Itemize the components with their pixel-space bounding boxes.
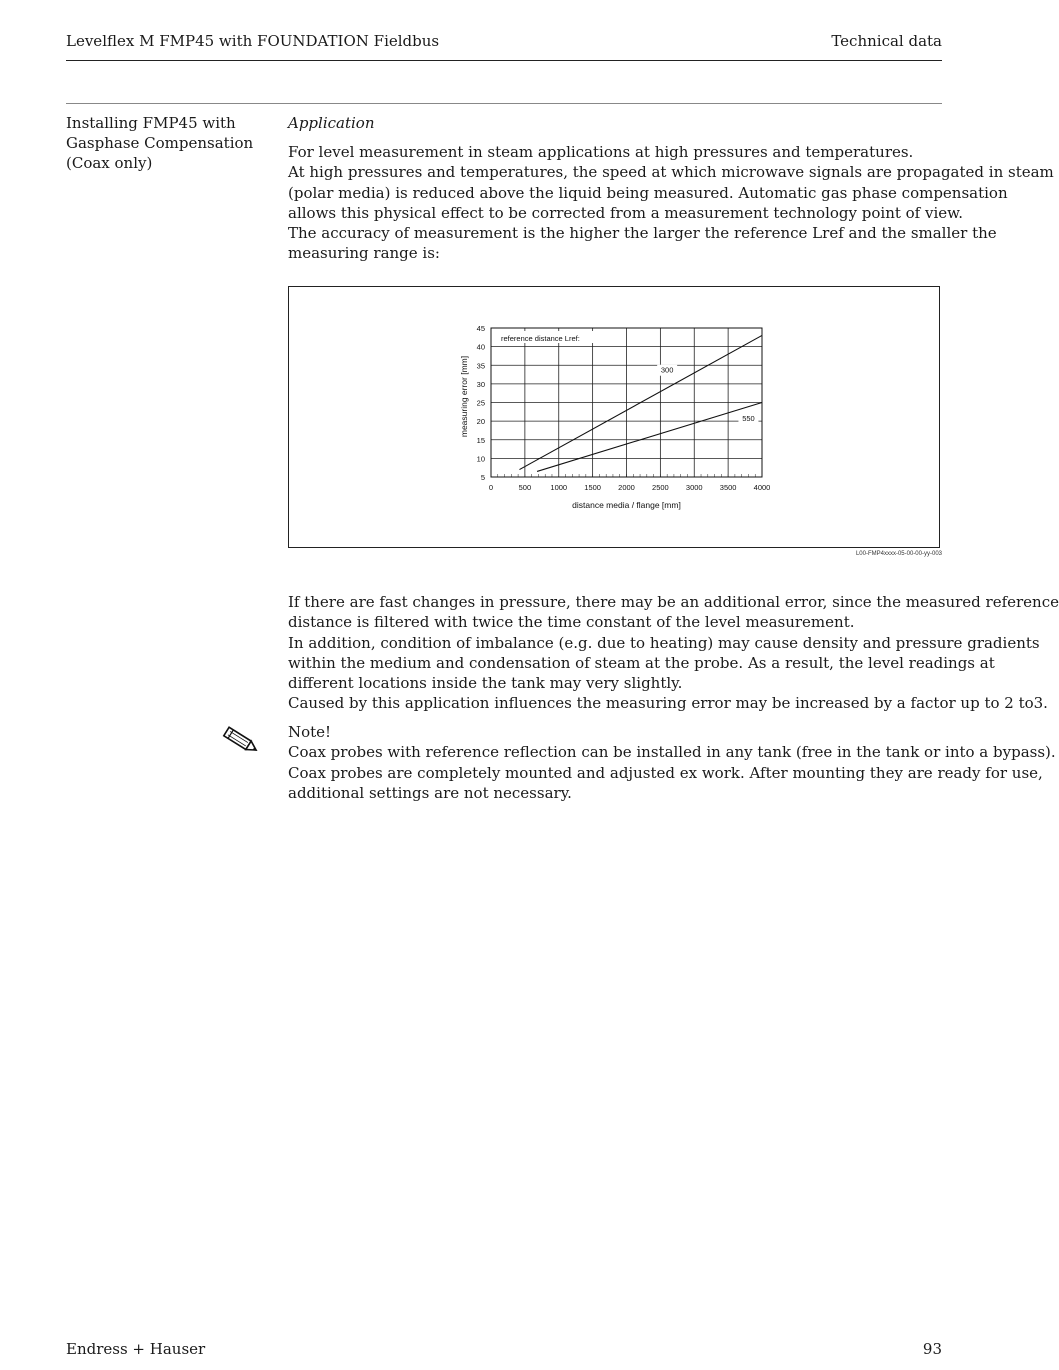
text-line: within the medium and condensation of steam at the probe. As a result, the level readings at xyxy=(288,653,995,672)
x-axis-label: distance media / flange [mm] xyxy=(572,500,681,510)
measuring-error-chart xyxy=(288,286,940,548)
subheading-application: Application xyxy=(288,114,375,132)
section-title-line: Gasphase Compensation xyxy=(66,134,254,152)
y-axis-label: measuring error [mm] xyxy=(459,355,469,438)
x-tick-label: 1000 xyxy=(550,483,568,492)
note-label: Note! xyxy=(288,723,332,741)
text-line: measuring range is: xyxy=(288,244,440,263)
text-line: At high pressures and temperatures, the speed at which microwave signals are propagated in steam xyxy=(288,163,1054,182)
y-tick-label: 45 xyxy=(476,324,485,333)
y-tick-label: 30 xyxy=(476,379,485,389)
note-block xyxy=(288,722,1056,803)
section-title xyxy=(66,113,266,173)
y-tick-label: 15 xyxy=(476,435,485,445)
chart-canvas xyxy=(289,287,939,547)
text-line: allows this physical effect to be corrected from a measurement technology point of view. xyxy=(288,203,963,222)
pencil-icon xyxy=(218,722,262,758)
text-line: Coax probes with reference reflection can be installed in any tank (free in the tank or into a bypass). xyxy=(288,743,1056,762)
text-line: If there are fast changes in pressure, there may be an additional error, since the measured reference xyxy=(288,593,1059,611)
x-tick-label: 3000 xyxy=(685,483,703,492)
y-tick-label: 35 xyxy=(476,361,485,371)
intro-paragraph xyxy=(288,142,1054,264)
text-line: Caused by this application influences the measuring error may be increased by a factor up to 2 to3. xyxy=(288,694,1048,713)
text-line: The accuracy of measurement is the higher the larger the reference Lref and the smaller the xyxy=(288,224,997,243)
series-label: 550 xyxy=(742,414,755,424)
x-tick-label: 500 xyxy=(518,483,532,492)
text-line: Coax probes are completely mounted and adjusted ex work. After mounting they are ready for use, xyxy=(288,763,1043,782)
x-tick-label: 2000 xyxy=(618,483,635,492)
chapter-title: Technical data xyxy=(831,32,942,50)
y-tick-label: 40 xyxy=(476,342,485,352)
section-title-line: (Coax only) xyxy=(66,154,153,172)
x-tick-label: 4000 xyxy=(753,483,771,492)
series-label: 300 xyxy=(660,365,674,375)
y-tick-label: 25 xyxy=(476,398,485,408)
y-tick-label: 20 xyxy=(476,417,485,427)
page-header xyxy=(66,30,942,61)
footer-company: Endress + Hauser xyxy=(66,1340,206,1358)
section-divider xyxy=(66,103,942,104)
text-line: For level measurement in steam applications at high pressures and temperatures. xyxy=(288,143,914,161)
x-tick-label: 2500 xyxy=(652,483,669,492)
text-line: different locations inside the tank may very slightly. xyxy=(288,674,683,693)
y-tick-label: 5 xyxy=(480,473,485,482)
x-tick-label: 0 xyxy=(488,483,494,492)
pressure-paragraph xyxy=(288,592,1059,714)
y-tick-label: 10 xyxy=(476,454,485,464)
section-title-line: Installing FMP45 with xyxy=(66,114,236,132)
figure-code: L00-FMP4xxxx-05-00-00-yy-003 xyxy=(855,551,942,557)
text-line: In addition, condition of imbalance (e.g. due to heating) may cause density and pressure gradients xyxy=(288,633,1040,652)
annotation-label: reference distance Lref: xyxy=(501,334,580,343)
text-line: (polar media) is reduced above the liquid being measured. Automatic gas phase compensation xyxy=(288,183,1008,202)
text-line: distance is filtered with twice the time constant of the level measurement. xyxy=(288,613,855,632)
x-tick-label: 3500 xyxy=(719,483,737,492)
text-line: additional settings are not necessary. xyxy=(288,783,572,802)
page-number: 93 xyxy=(922,1340,942,1358)
x-tick-label: 1500 xyxy=(584,483,601,492)
document-title: Levelflex M FMP45 with FOUNDATION Fieldbus xyxy=(66,32,440,50)
